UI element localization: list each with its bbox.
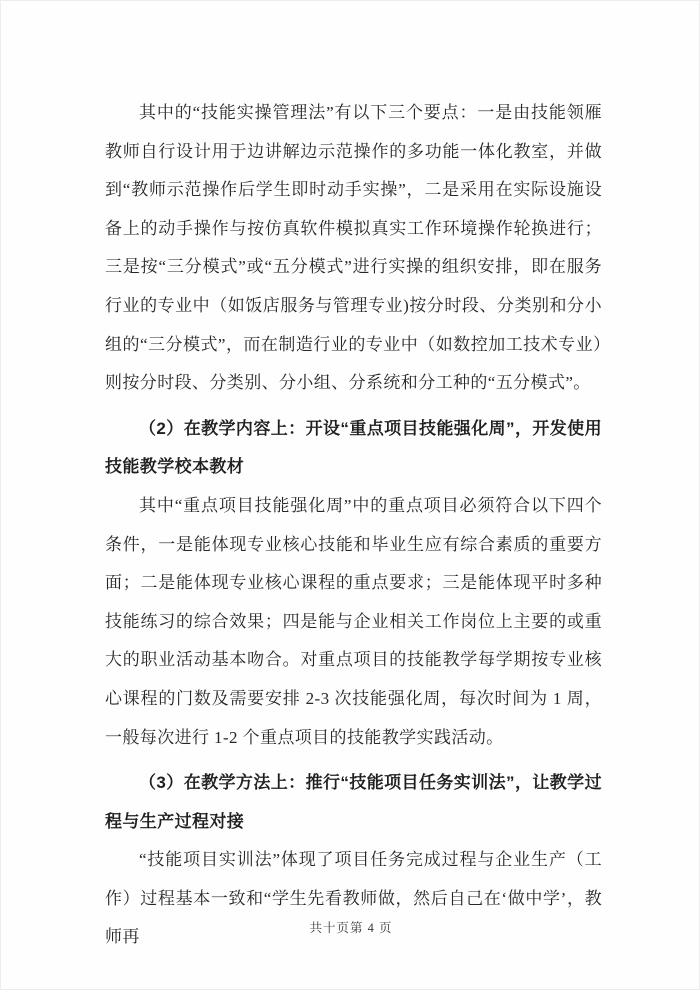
body-paragraph-3: “技能项目实训法”体现了项目任务完成过程与企业生产（工作）过程基本一致和“学生先看教师做，然后自己在‘做中学’，教师再 (105, 850, 602, 947)
body-paragraph-2: 其中“重点项目技能强化周”中的重点项目必须符合以下四个条件，一是能体现专业核心技能和毕业生应有综合素质的重要方面；二是能体现专业核心课程的重点要求；三是能体现平时多种技能练习的综合效果；四是能与企业相关工作岗位上主要的或重大的职业活动基本吻合。对重点项目的技能教学每学期按专业核心课程的门数及需要安排 2-3 次技能强化周，每次时间为 1 周，一般每次进行 1-2 个重点项目的技能教学实践活动。 (105, 495, 602, 747)
body-paragraph-1: 其中的“技能实操管理法”有以下三个要点：一是由技能领雁教师自行设计用于边讲解边示范操作的多功能一体化教室，并做到“教师示范操作后学生即时动手实操”，二是采用在实际设施设备上的动手操作与按仿真软件模拟真实工作环境操作轮换进行；三是按“三分模式”或“五分模式”进行实操的组织安排，即在服务行业的专业中（如饭店服务与管理专业)按分时段、分类别和分小组的“三分模式”，而在制造行业的专业中（如数控加工技术专业）则按分时段、分类别、分小组、分系统和分工种的“五分模式”。 (105, 103, 602, 393)
section-heading-2: （2）在教学内容上：开设“重点项目技能强化周”，开发使用技能教学校本教材 (105, 418, 602, 477)
section-heading-3: （3）在教学方法上：推行“技能项目任务实训法”，让教学过程与生产过程对接 (105, 773, 602, 831)
text-block (105, 94, 602, 957)
page-number-footer: 共十页第 4 页 (309, 921, 393, 935)
